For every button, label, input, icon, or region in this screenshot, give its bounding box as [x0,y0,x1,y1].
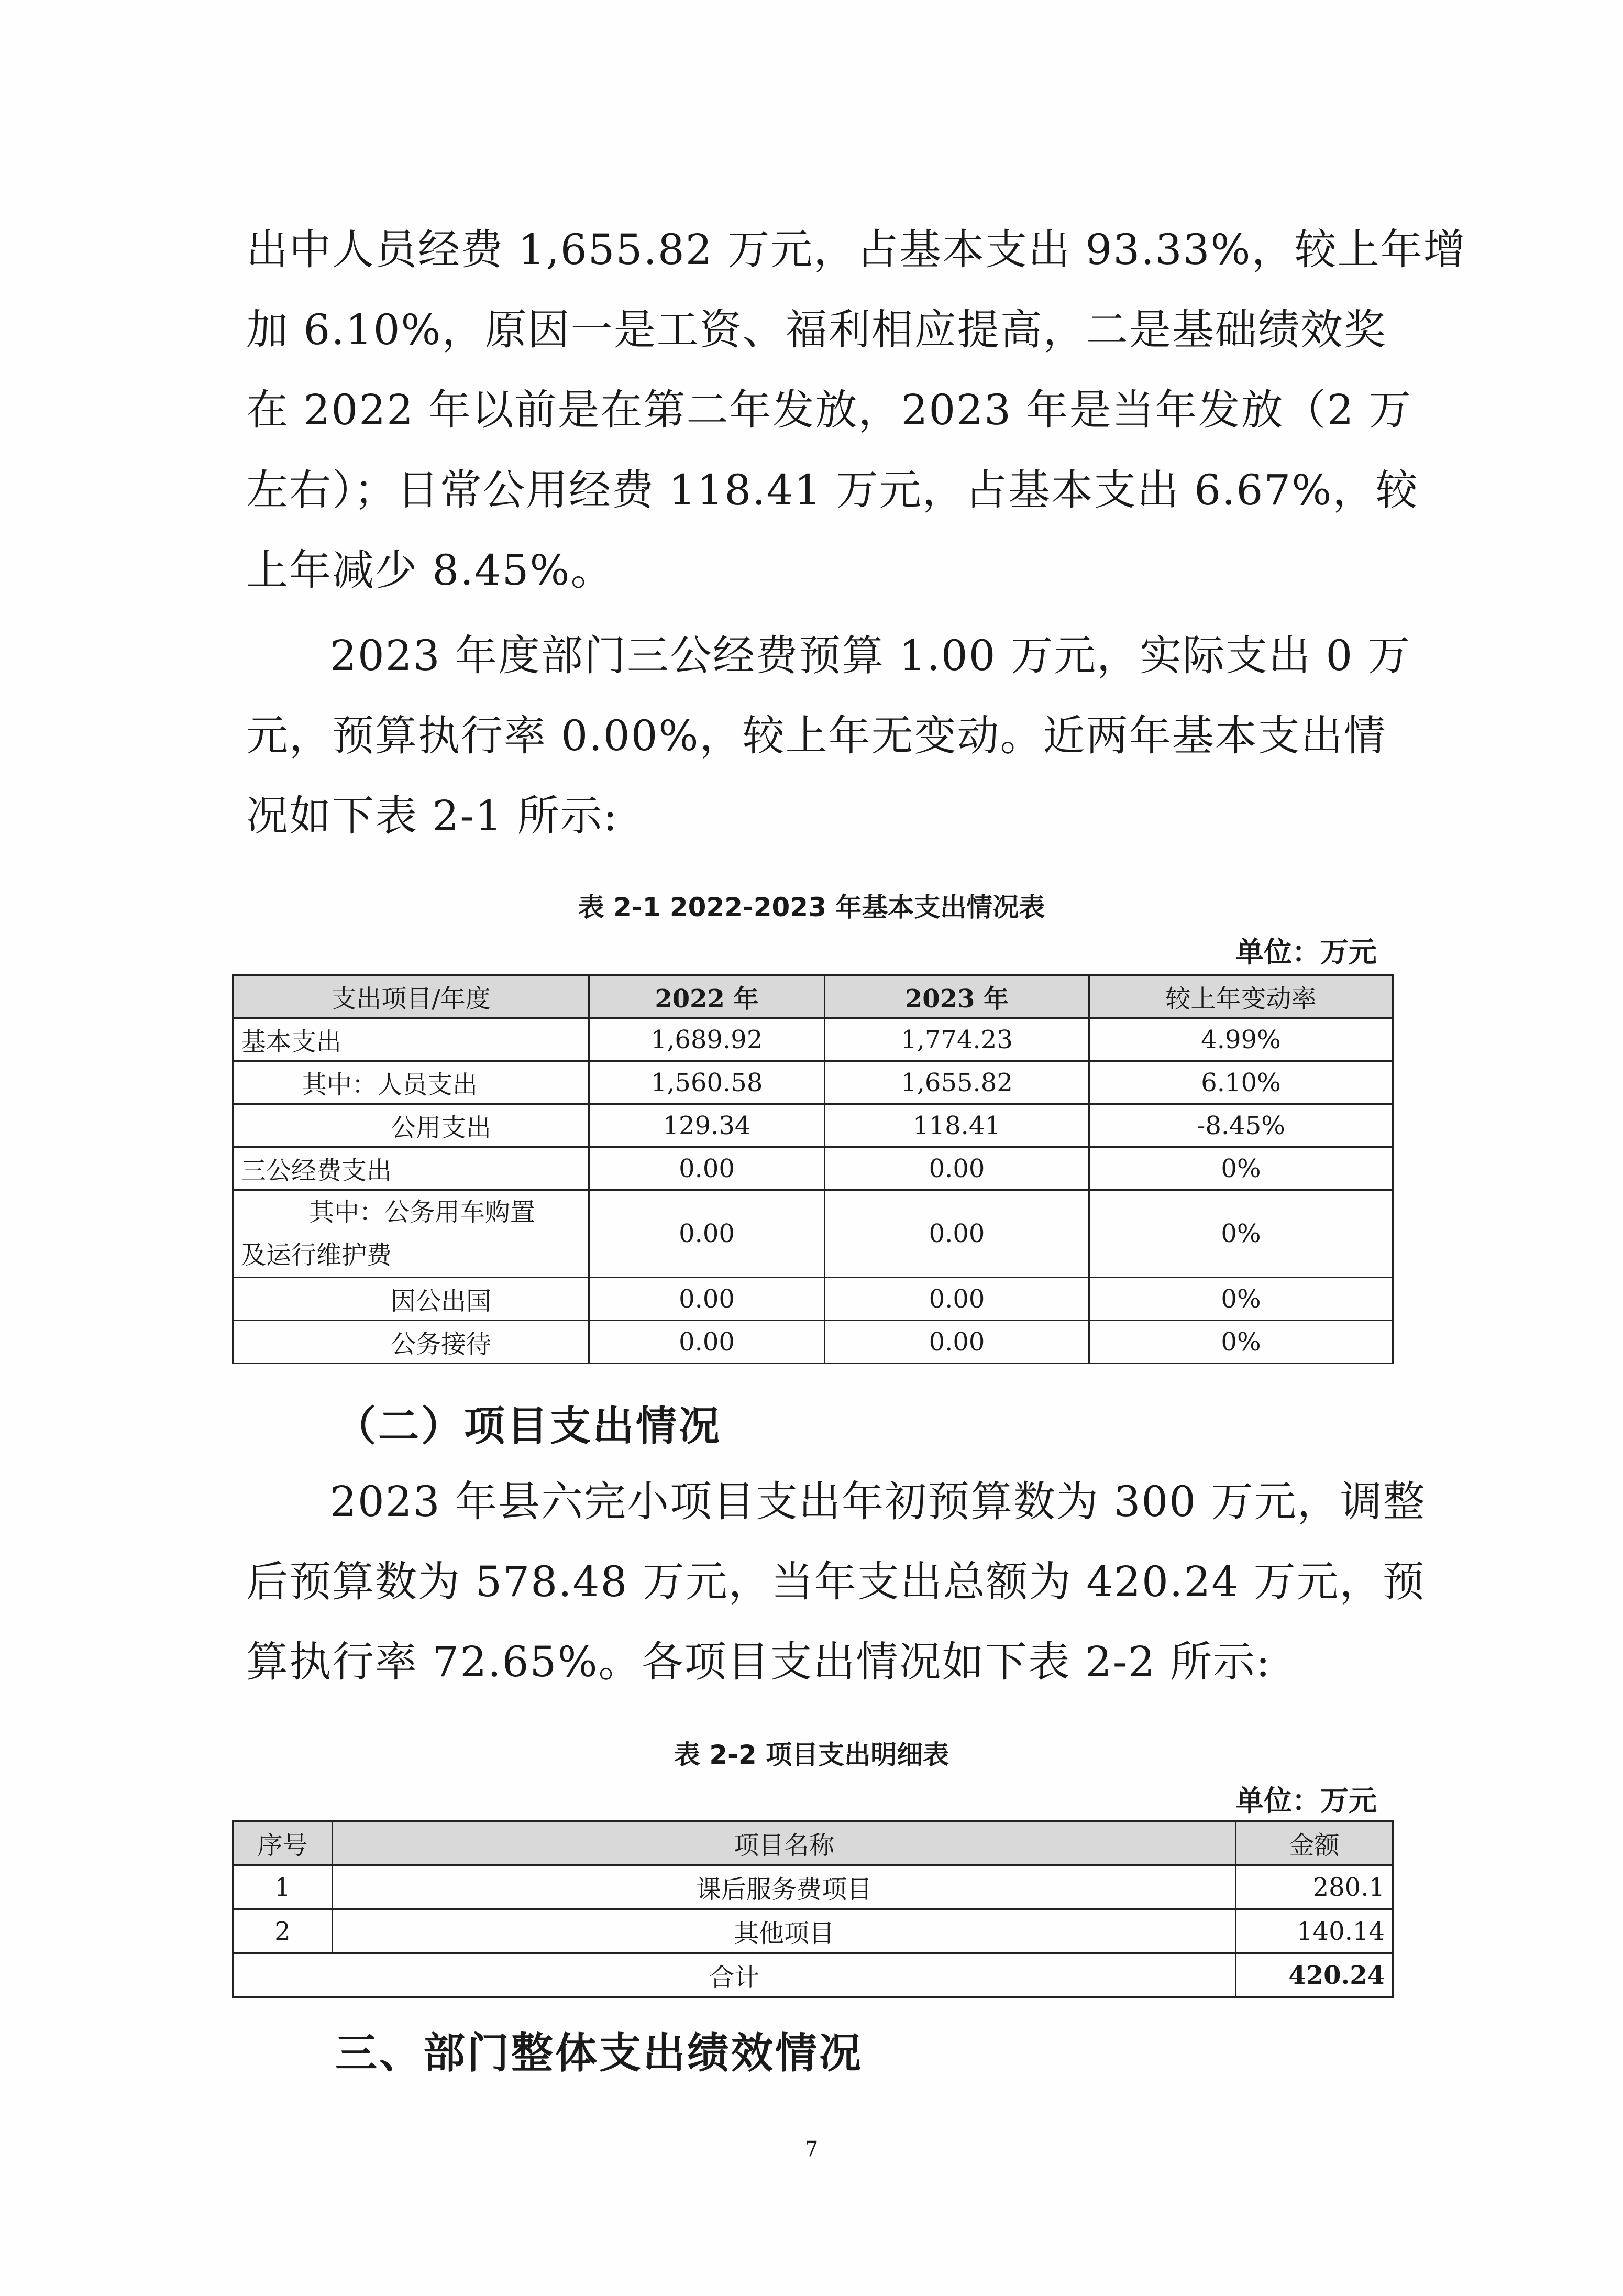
change-rate: 4.99% [1089,1018,1393,1061]
table-header-row [233,975,1393,1018]
row-label: 公用支出 [233,1104,589,1147]
text-line: 左右）；日常公用经费 118.41 万元，占基本支出 6.67%，较 [246,466,1419,514]
row-number: 2 [233,1909,333,1953]
text-line: 出中人员经费 1,655.82 万元，占基本支出 93.33%，较上年增 [246,225,1466,274]
row-number: 1 [233,1865,333,1909]
table-total-row [233,1953,1393,1997]
column-header: 序号 [233,1821,333,1865]
total-label: 合计 [233,1953,1236,1997]
change-rate: 0% [1089,1278,1393,1321]
change-rate: 6.10% [1089,1061,1393,1104]
project-expense-table [232,1820,1394,1998]
table-row [233,1190,1393,1278]
table2-unit: 单位：万元 [1235,1784,1377,1817]
value-2022: 0.00 [589,1278,825,1321]
change-rate: -8.45% [1089,1104,1393,1147]
table2-caption: 表 2-2 项目支出明细表 [674,1740,949,1770]
column-header: 支出项目/年度 [233,975,589,1018]
value-2023: 1,774.23 [825,1018,1089,1061]
value-2022: 1,560.58 [589,1061,825,1104]
table-row [233,1278,1393,1321]
value-2023: 0.00 [825,1278,1089,1321]
table-row [233,1018,1393,1061]
table1-caption: 表 2-1 2022-2023 年基本支出情况表 [578,892,1045,922]
table-row [233,1147,1393,1190]
value-2022: 0.00 [589,1321,825,1364]
row-label: 三公经费支出 [233,1147,589,1190]
paragraph-personnel-expense [246,210,1466,610]
row-label: 其中：人员支出 [233,1061,589,1104]
amount: 280.1 [1236,1865,1393,1909]
text-line: 上年减少 8.45%。 [246,546,614,595]
table1-unit: 单位：万元 [1235,936,1377,969]
column-header: 较上年变动率 [1089,975,1393,1018]
text-line: 后预算数为 578.48 万元，当年支出总额为 420.24 万元，预 [246,1557,1426,1606]
table-row [233,1061,1393,1104]
change-rate: 0% [1089,1321,1393,1364]
row-label-line: 及运行维护费 [241,1240,392,1270]
value-2023: 118.41 [825,1104,1089,1147]
value-2023: 1,655.82 [825,1061,1089,1104]
row-label: 因公出国 [233,1278,589,1321]
total-amount: 420.24 [1236,1953,1393,1997]
text-line: 元，预算执行率 0.00%，较上年无变动。近两年基本支出情 [246,711,1387,760]
row-label: 公务接待 [233,1321,589,1364]
project-expense-subheading: （二）项目支出情况 [335,1403,722,1450]
row-label: 基本支出 [233,1018,589,1061]
section-heading: 三、部门整体支出绩效情况 [335,2029,863,2078]
table-row [233,1909,1393,1953]
value-2023: 0.00 [825,1190,1089,1278]
column-header: 2022 年 [589,975,825,1018]
text-line: 加 6.10%，原因一是工资、福利相应提高，二是基础绩效奖 [246,305,1387,354]
change-rate: 0% [1089,1190,1393,1278]
row-label [233,1190,589,1278]
row-label-line: 其中：公务用车购置 [309,1198,536,1227]
change-rate: 0% [1089,1147,1393,1190]
page-number: 7 [804,2137,819,2161]
value-2022: 129.34 [589,1104,825,1147]
text-line: 在 2022 年以前是在第二年发放，2023 年是当年发放（2 万 [246,386,1412,434]
basic-expense-table [232,974,1394,1364]
text-line: 2023 年县六完小项目支出年初预算数为 300 万元，调整 [330,1477,1426,1526]
paragraph-three-public-expense [246,616,1411,856]
value-2022: 1,689.92 [589,1018,825,1061]
text-line: 况如下表 2-1 所示: [246,792,619,840]
value-2023: 0.00 [825,1147,1089,1190]
column-header: 2023 年 [825,975,1089,1018]
project-name: 其他项目 [333,1909,1236,1953]
amount: 140.14 [1236,1909,1393,1953]
value-2022: 0.00 [589,1190,825,1278]
table-row [233,1321,1393,1364]
value-2023: 0.00 [825,1321,1089,1364]
text-line: 算执行率 72.65%。各项目支出情况如下表 2-2 所示: [246,1638,1272,1686]
table-header-row [233,1821,1393,1865]
value-2022: 0.00 [589,1147,825,1190]
table-row [233,1865,1393,1909]
column-header: 项目名称 [333,1821,1236,1865]
column-header: 金额 [1236,1821,1393,1865]
project-name: 课后服务费项目 [333,1865,1236,1909]
table-row [233,1104,1393,1147]
paragraph-project-expense [246,1462,1426,1702]
text-line: 2023 年度部门三公经费预算 1.00 万元，实际支出 0 万 [330,631,1411,680]
